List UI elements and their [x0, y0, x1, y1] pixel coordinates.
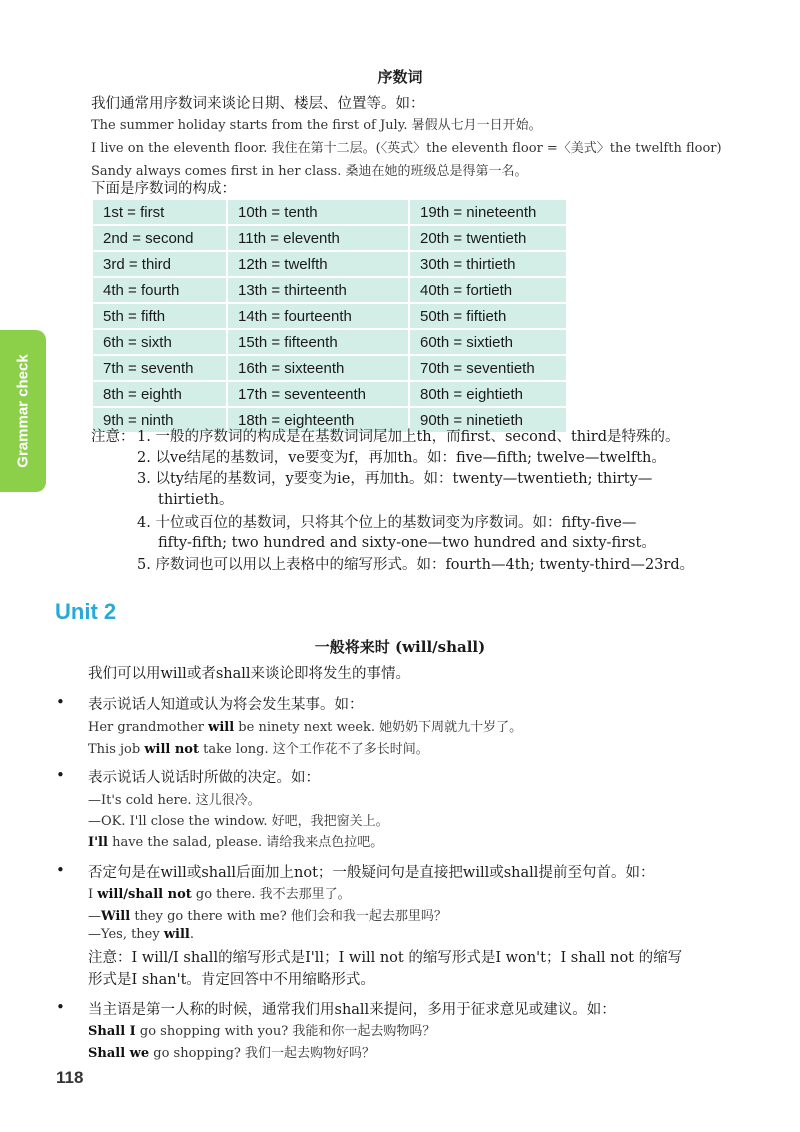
note-item-continuation: fifty-fifth; two hundred and sixty-one—two hundred and sixty-first。	[158, 535, 656, 551]
table-row	[92, 381, 567, 407]
example-sentence: Her grandmother will be ninety next week. 她奶奶下周就九十岁了。	[88, 720, 523, 735]
section-title-en: (will/shall)	[395, 638, 486, 656]
note-item: 4. 十位或百位的基数词，只将其个位上的基数词变为序数词。如：fifty-five—	[137, 515, 637, 531]
table-row	[92, 355, 567, 381]
example-sentence: Sandy always comes first in her class. 桑迪在她的班级总是得第一名。	[91, 164, 528, 179]
note-text: 形式是I shan't。肯定回答中不用缩略形式。	[88, 972, 375, 988]
table-row	[92, 329, 567, 355]
notes-label: 注意：	[91, 429, 135, 445]
table-cell: 40th = fortieth	[409, 277, 567, 303]
example-sentence: —Will they go there with me? 他们会和我一起去那里吗？	[88, 909, 447, 924]
section-title-zh: 一般将来时	[314, 638, 390, 656]
table-cell: 15th = fifteenth	[227, 329, 409, 355]
example-sentence: This job will not take long. 这个工作花不了多长时间。	[88, 742, 429, 757]
page-number: 118	[56, 1068, 84, 1087]
side-tab-grammar-check	[0, 330, 46, 492]
example-sentence: I will/shall not go there. 我不去那里了。	[88, 887, 351, 902]
note-item-continuation: thirtieth。	[158, 492, 234, 508]
example-sentence: —Yes, they will.	[88, 927, 195, 942]
table-cell: 1st = first	[92, 199, 227, 225]
section-title-future-tense	[0, 636, 800, 657]
example-sentence: I'll have the salad, please. 请给我来点色拉吧。	[88, 835, 384, 850]
bullet-text: 当主语是第一人称的时候，通常我们用shall来提问，多用于征求意见或建议。如：	[88, 1002, 616, 1018]
table-cell: 19th = nineteenth	[409, 199, 567, 225]
table-cell: 7th = seventh	[92, 355, 227, 381]
bullet-icon: •	[56, 766, 65, 784]
table-cell: 5th = fifth	[92, 303, 227, 329]
table-cell: 16th = sixteenth	[227, 355, 409, 381]
table-cell: 17th = seventeenth	[227, 381, 409, 407]
table-cell: 50th = fiftieth	[409, 303, 567, 329]
table-cell: 90th = ninetieth	[409, 407, 567, 433]
table-cell: 6th = sixth	[92, 329, 227, 355]
unit-heading: Unit 2	[55, 599, 117, 624]
table-row	[92, 251, 567, 277]
example-sentence: Shall I go shopping with you? 我能和你一起去购物吗？	[88, 1024, 436, 1039]
bullet-text: 否定句是在will或shall后面加上not；一般疑问句是直接把will或shall提前至句首。如：	[88, 865, 655, 881]
table-row	[92, 303, 567, 329]
ordinal-table	[91, 198, 568, 434]
example-sentence: Shall we go shopping? 我们一起去购物好吗？	[88, 1046, 376, 1061]
table-cell: 30th = thirtieth	[409, 251, 567, 277]
table-cell: 2nd = second	[92, 225, 227, 251]
bullet-icon: •	[56, 861, 65, 879]
note-item: 3. 以ty结尾的基数词，y要变为ie，再加th。如：twenty—twentieth; thirty—	[137, 471, 653, 487]
bullet-icon: •	[56, 693, 65, 711]
bullet-text: 表示说话人知道或认为将会发生某事。如：	[88, 697, 364, 713]
bullet-icon: •	[56, 998, 65, 1016]
table-cell: 3rd = third	[92, 251, 227, 277]
table-row	[92, 199, 567, 225]
table-cell: 14th = fourteenth	[227, 303, 409, 329]
note-text: 注意：I will/I shall的缩写形式是I'll；I will not 的缩写形式是I won't；I shall not 的缩写	[88, 950, 683, 966]
table-row	[92, 225, 567, 251]
table-cell: 4th = fourth	[92, 277, 227, 303]
table-cell: 20th = twentieth	[409, 225, 567, 251]
note-item: 5. 序数词也可以用以上表格中的缩写形式。如：fourth—4th; twenty-third—23rd。	[137, 557, 695, 573]
note-item: 2. 以ve结尾的基数词，ve要变为f，再加th。如：five—fifth; twelve—twelfth。	[137, 450, 666, 466]
table-cell: 9th = ninth	[92, 407, 227, 433]
ordinals-intro: 我们通常用序数词来谈论日期、楼层、位置等。如：	[91, 96, 425, 112]
bullet-text: 表示说话人说话时所做的决定。如：	[88, 770, 320, 786]
table-cell: 11th = eleventh	[227, 225, 409, 251]
note-item: 1. 一般的序数词的构成是在基数词词尾加上th，而first、second、third是特殊的。	[137, 429, 680, 445]
table-intro: 下面是序数词的构成：	[91, 181, 236, 197]
side-tab-label: Grammar check	[14, 354, 32, 468]
table-cell: 80th = eightieth	[409, 381, 567, 407]
example-sentence: I live on the eleventh floor. 我住在第十二层。(〈英式〉the eleventh floor =〈美式〉the twelfth floor)	[91, 141, 722, 156]
table-row	[92, 277, 567, 303]
table-cell: 60th = sixtieth	[409, 329, 567, 355]
table-cell: 10th = tenth	[227, 199, 409, 225]
table-cell: 8th = eighth	[92, 381, 227, 407]
example-sentence: —OK. I'll close the window. 好吧，我把窗关上。	[88, 814, 389, 829]
table-cell: 18th = eighteenth	[227, 407, 409, 433]
example-sentence: —It's cold here. 这儿很冷。	[88, 793, 261, 808]
example-sentence: The summer holiday starts from the first of July. 暑假从七月一日开始。	[91, 118, 542, 133]
table-cell: 12th = twelfth	[227, 251, 409, 277]
section-title-ordinals: 序数词	[377, 68, 423, 86]
table-cell: 70th = seventieth	[409, 355, 567, 381]
future-intro: 我们可以用will或者shall来谈论即将发生的事情。	[88, 666, 411, 682]
table-cell: 13th = thirteenth	[227, 277, 409, 303]
